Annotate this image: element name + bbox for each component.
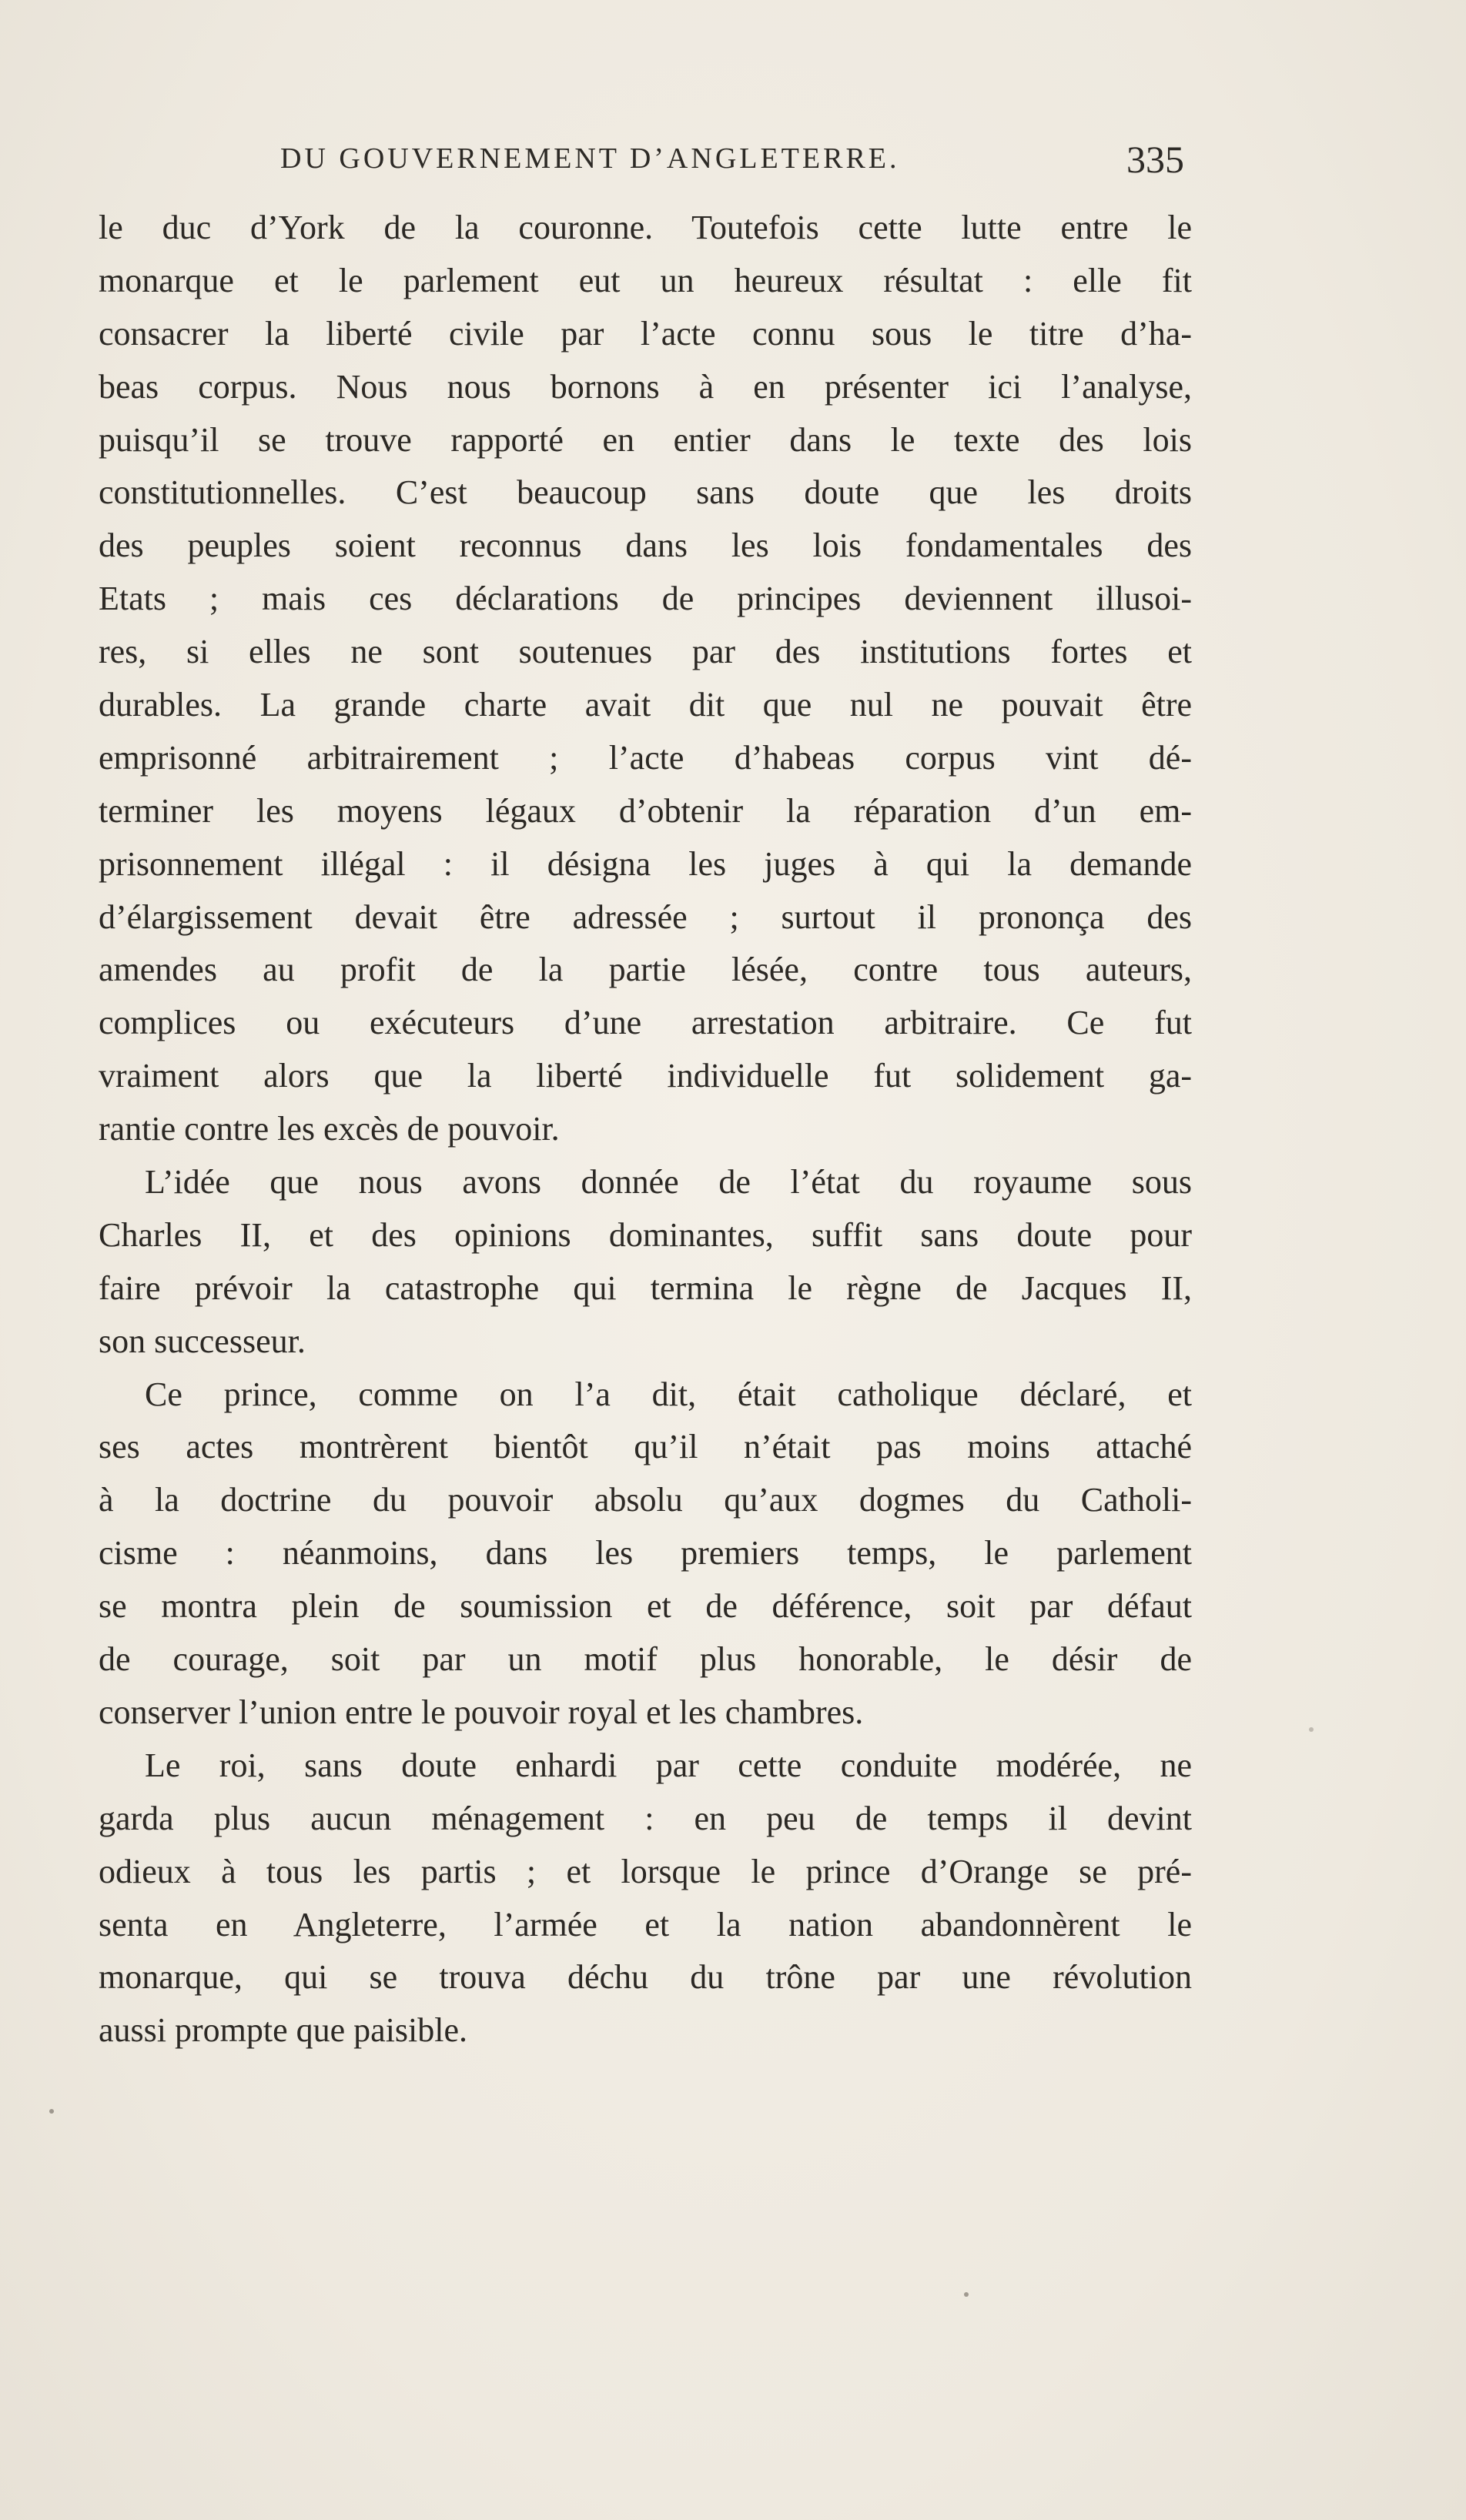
body-text [99, 202, 1192, 2057]
text-line: se montra plein de soumission et de déférence, soit par défaut [99, 1587, 1192, 1626]
text-line: durables. La grande charte avait dit que nul ne pouvait être [99, 686, 1192, 724]
text-line: monarque et le parlement eut un heureux résultat : elle fit [99, 261, 1192, 299]
text-line: prisonnement illégal : il désigna les juges à qui la demande [99, 844, 1192, 883]
text-line: monarque, qui se trouva déchu du trône par une révolution [99, 1958, 1192, 1997]
running-title: DU GOUVERNEMENT D’ANGLETERRE. [280, 142, 900, 175]
paragraph-first-line: L’idée que nous avons donnée de l’état du royaume sous [145, 1163, 1192, 1202]
text-line: vraiment alors que la liberté individuelle fut solidement ga- [99, 1057, 1192, 1095]
text-line: complices ou exécuteurs d’une arrestation arbitraire. Ce fut [99, 1004, 1192, 1042]
text-line: à la doctrine du pouvoir absolu qu’aux dogmes du Catholi- [99, 1481, 1192, 1519]
text-line: d’élargissement devait être adressée ; surtout il prononça des [99, 897, 1192, 936]
text-line: garda plus aucun ménagement : en peu de temps il devint [99, 1799, 1192, 1837]
paper-speck [49, 2109, 54, 2114]
paper-speck [1309, 1727, 1314, 1732]
text-line: Charles II, et des opinions dominantes, suffit sans doute pour [99, 1215, 1192, 1254]
text-line: constitutionnelles. C’est beaucoup sans doute que les droits [99, 473, 1192, 512]
page-number: 335 [1126, 138, 1184, 181]
text-line: rantie contre les excès de pouvoir. [99, 1110, 560, 1148]
text-line: le duc d’York de la couronne. Toutefois cette lutte entre le [99, 209, 1192, 246]
text-line: puisqu’il se trouve rapporté en entier dans le texte des lois [99, 420, 1192, 459]
text-line: des peuples soient reconnus dans les lois fondamentales des [99, 526, 1192, 565]
paragraph-first-line: Le roi, sans doute enhardi par cette conduite modérée, ne [145, 1746, 1192, 1784]
page-header [99, 137, 1184, 191]
text-line: son successeur. [99, 1322, 306, 1360]
text-line: odieux à tous les partis ; et lorsque le prince d’Orange se pré- [99, 1852, 1192, 1890]
paragraph-first-line: Ce prince, comme on l’a dit, était catholique déclaré, et [145, 1375, 1192, 1413]
text-line: aussi prompte que paisible. [99, 2011, 468, 2050]
text-line: cisme : néanmoins, dans les premiers temps, le parlement [99, 1534, 1192, 1572]
text-line: ses actes montrèrent bientôt qu’il n’était pas moins attaché [99, 1428, 1192, 1466]
text-line: conserver l’union entre le pouvoir royal et les chambres. [99, 1693, 864, 1731]
text-line: faire prévoir la catastrophe qui termina le règne de Jacques II, [99, 1268, 1192, 1307]
paper-speck [964, 2292, 969, 2297]
text-line: senta en Angleterre, l’armée et la nation abandonnèrent le [99, 1905, 1192, 1943]
text-line: emprisonné arbitrairement ; l’acte d’habeas corpus vint dé- [99, 738, 1192, 777]
text-line: res, si elles ne sont soutenues par des institutions fortes et [99, 633, 1192, 671]
text-line: amendes au profit de la partie lésée, contre tous auteurs, [99, 951, 1192, 989]
text-line: beas corpus. Nous nous bornons à en présenter ici l’analyse, [99, 367, 1192, 406]
text-line: de courage, soit par un motif plus honorable, le désir de [99, 1640, 1192, 1679]
text-line: terminer les moyens légaux d’obtenir la réparation d’un em- [99, 791, 1192, 830]
text-line: consacrer la liberté civile par l’acte connu sous le titre d’ha- [99, 314, 1192, 353]
text-line: Etats ; mais ces déclarations de principes deviennent illusoi- [99, 580, 1192, 618]
